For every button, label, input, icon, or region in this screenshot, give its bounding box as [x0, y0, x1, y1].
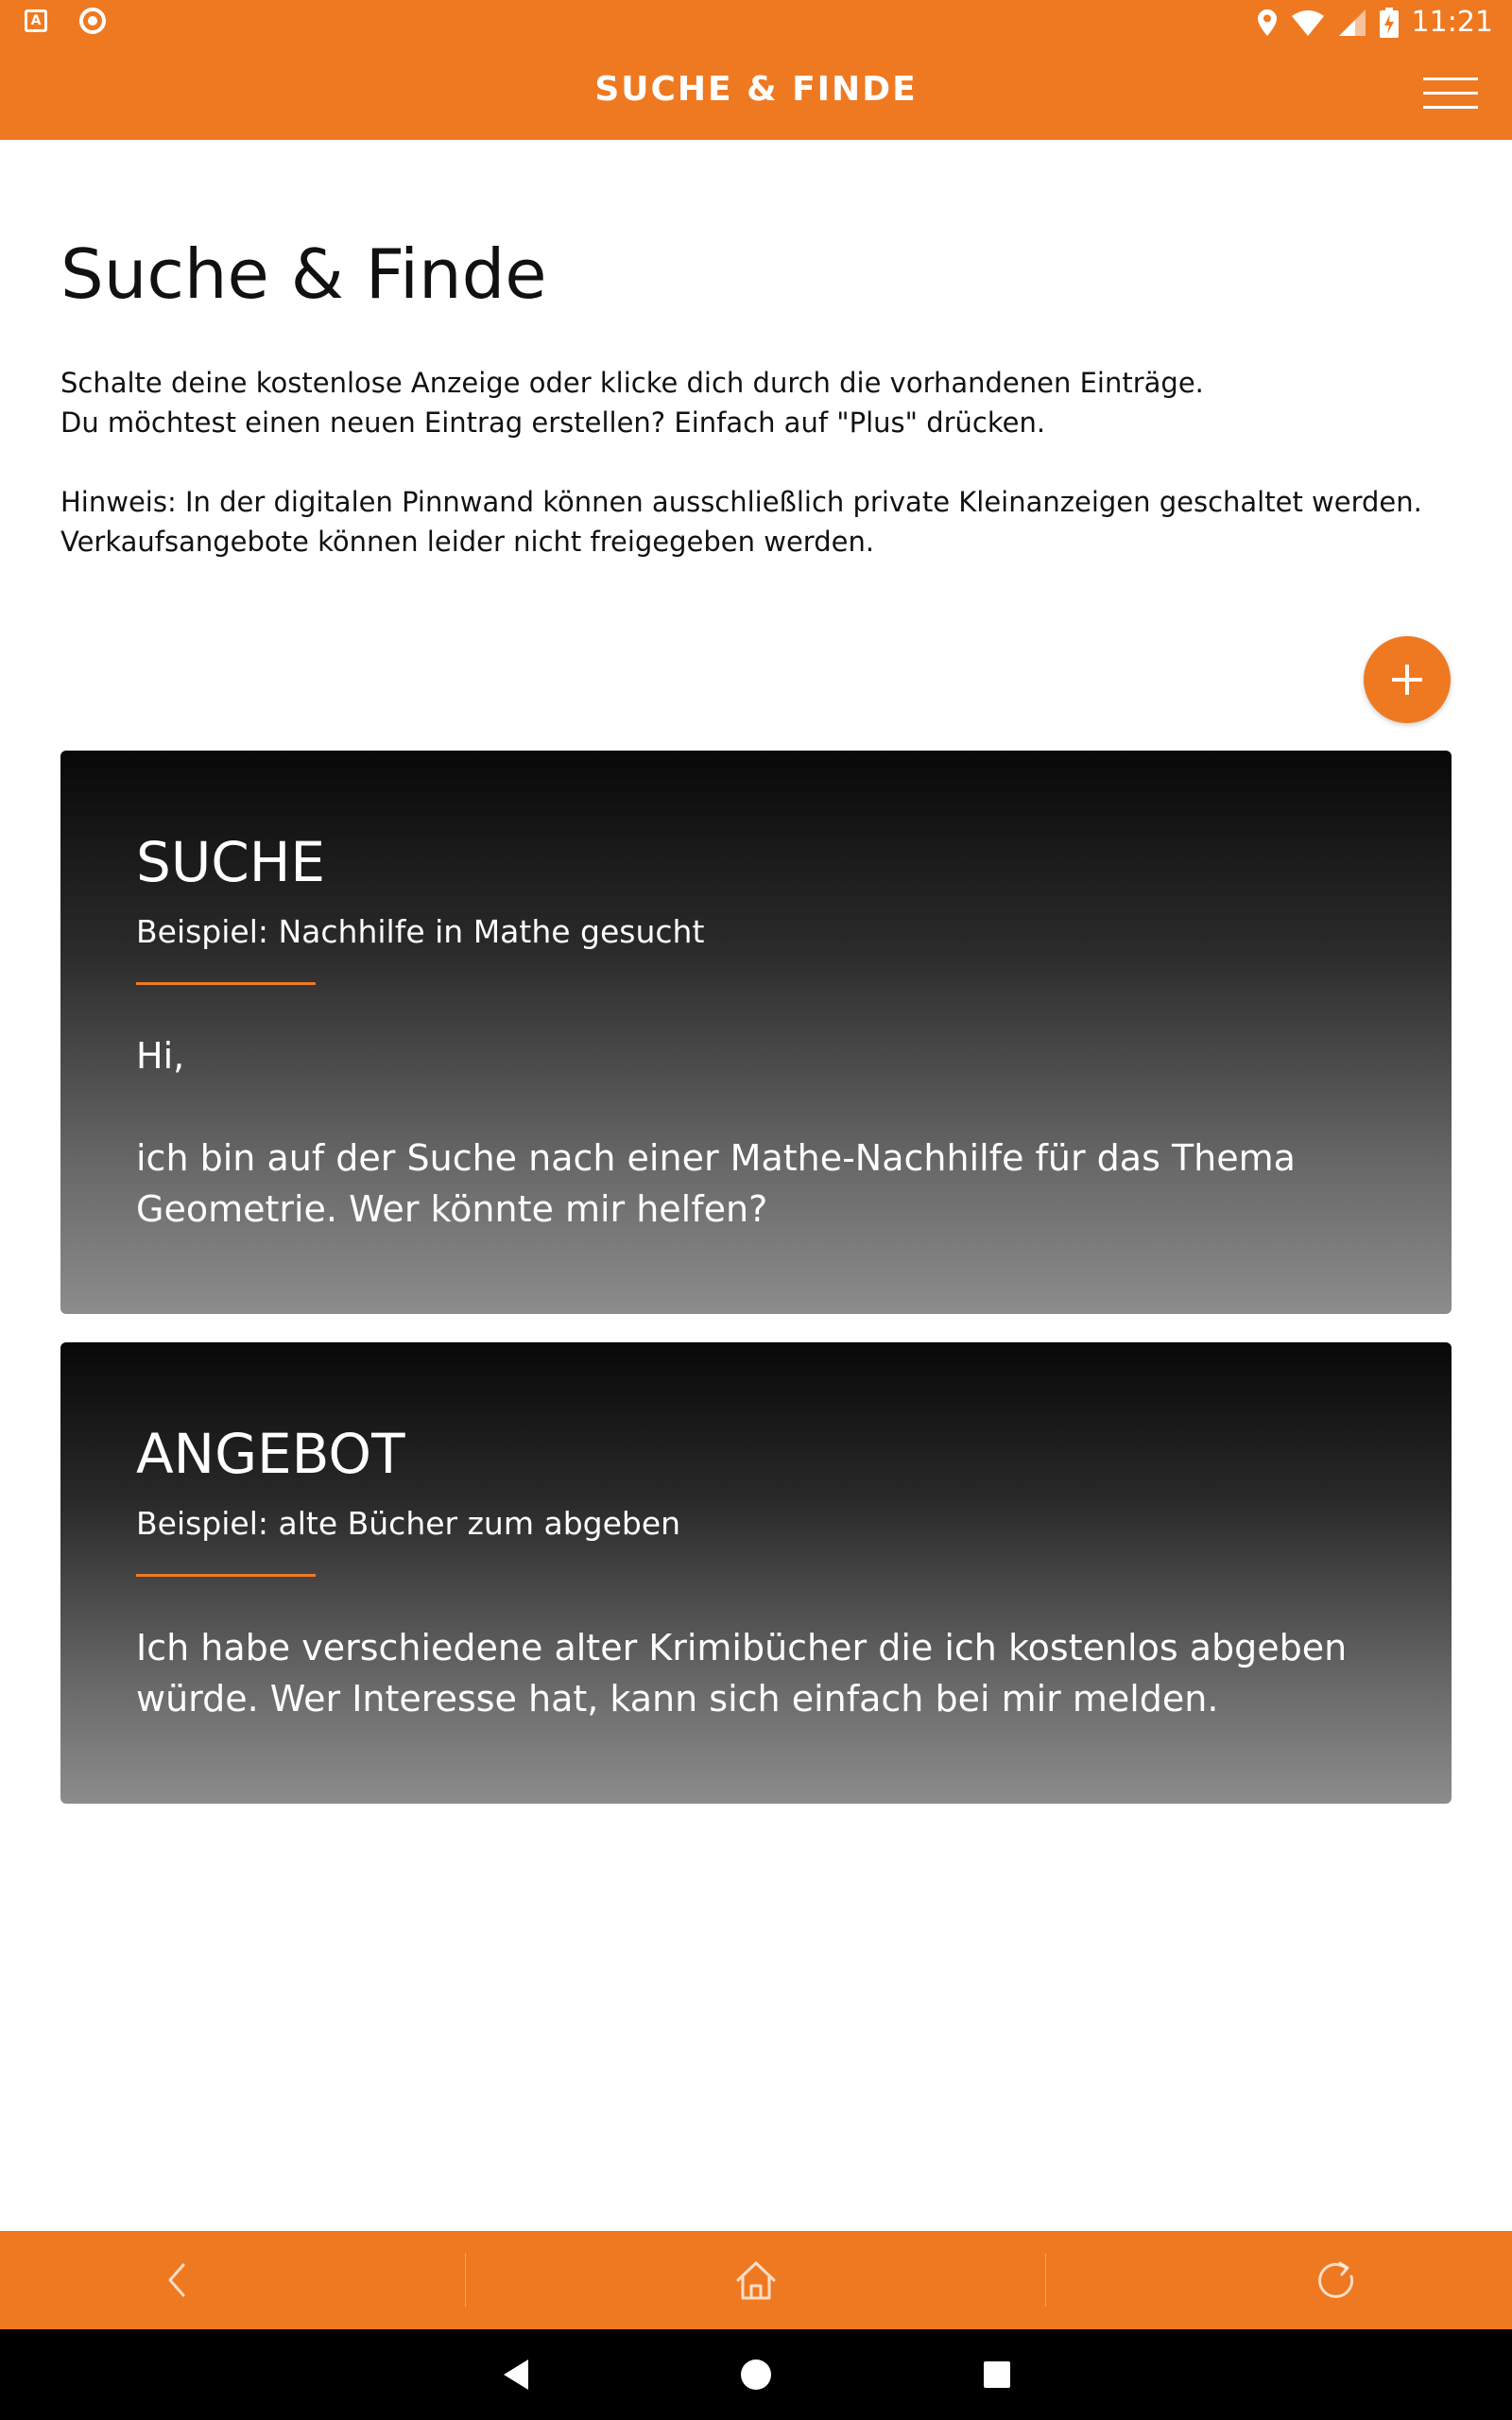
page-title: Suche & Finde [60, 234, 547, 314]
toolbar-title: SUCHE & FINDE [594, 70, 918, 109]
app-toolbar [0, 45, 1512, 140]
status-time: 11:21 [1411, 6, 1493, 39]
system-back-icon[interactable] [477, 2329, 553, 2420]
system-navigation-bar [0, 2329, 1512, 2420]
home-icon[interactable] [699, 2231, 813, 2329]
card-body [136, 1030, 1383, 1235]
location-icon [1257, 9, 1278, 37]
app-a-icon: A [25, 9, 47, 32]
bottom-navigation [0, 2231, 1512, 2329]
card-body-line: Geometrie. Wer könnte mir helfen? [136, 1188, 768, 1230]
refresh-icon[interactable] [1280, 2231, 1393, 2329]
intro-spacer [60, 442, 1459, 482]
card-body-line: würde. Wer Interesse hat, kann sich einfach bei mir melden. [136, 1678, 1219, 1720]
intro-line: Du möchtest einen neuen Eintrag erstellen? Einfach auf "Plus" drücken. [60, 406, 1046, 439]
hint-line: Verkaufsangebote können leider nicht freigegeben werden. [60, 526, 875, 558]
card-body-line: Ich habe verschiedene alter Krimibücher die ich kostenlos abgeben [136, 1627, 1348, 1668]
circle-app-icon [79, 8, 106, 34]
back-icon[interactable] [119, 2231, 232, 2329]
card-divider [136, 1574, 316, 1577]
intro-text [60, 363, 1459, 562]
card-type: SUCHE [136, 830, 326, 894]
card-subtitle: Beispiel: Nachhilfe in Mathe gesucht [136, 913, 705, 950]
card-body-line: Hi, [136, 1035, 185, 1077]
card-body-spacer [136, 1081, 1383, 1132]
system-recents-icon[interactable] [959, 2329, 1035, 2420]
nav-divider [465, 2254, 466, 2307]
status-bar [0, 0, 1512, 45]
card-body [136, 1622, 1383, 1724]
system-home-icon[interactable] [718, 2329, 794, 2420]
hint-line: Hinweis: In der digitalen Pinnwand können ausschließlich private Kleinanzeigen geschaltet werden. [60, 486, 1422, 518]
wifi-icon [1291, 9, 1325, 37]
entry-card-suche[interactable] [60, 751, 1452, 1314]
nav-divider [1045, 2254, 1046, 2307]
card-subtitle: Beispiel: alte Bücher zum abgeben [136, 1505, 681, 1542]
card-divider [136, 982, 316, 985]
intro-line: Schalte deine kostenlose Anzeige oder klicke dich durch die vorhandenen Einträge. [60, 367, 1204, 399]
signal-icon [1338, 9, 1366, 37]
add-entry-button[interactable] [1364, 636, 1451, 723]
entry-card-angebot[interactable] [60, 1342, 1452, 1804]
battery-charging-icon [1380, 8, 1399, 38]
hamburger-menu-icon[interactable] [1423, 74, 1478, 112]
card-type: ANGEBOT [136, 1422, 405, 1486]
card-body-line: ich bin auf der Suche nach einer Mathe-Nachhilfe für das Thema [136, 1137, 1296, 1179]
